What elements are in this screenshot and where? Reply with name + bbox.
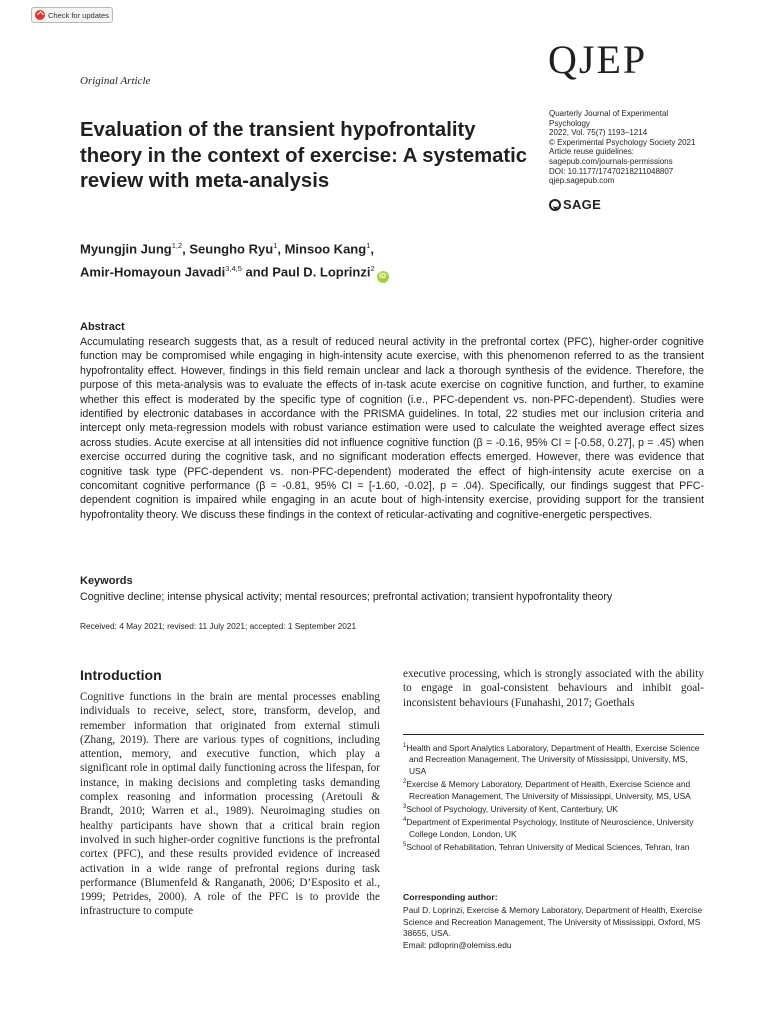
author-affiliation: 1,2 [171, 241, 183, 250]
corresponding-author-email[interactable]: Email: pdloprin@olemiss.edu [403, 939, 512, 950]
affiliation-number: 2 [403, 779, 407, 786]
abstract-body: Accumulating research suggests that, as a result of reduced neural activity in the prefrontal cortex (PFC), higher-order cognitive function may be compromised while engaging in high-intensity acute exercise, with this phenomenon referred to as the transient hypofrontality effect. However, findings in this field remain unclear and lack a thorough synthesis of the evidence. Therefore, the purpose of this meta-analysis was to evaluate the effects of in-task acute exercise on cognitive function, and further, to examine whether this effect is moderated by the specific type of cognition (i.e., PFC-dependent vs. non-PFC-dependent). Studies were identified by electronic databases in accordance with the PRISMA guidelines. In total, 22 studies met our inclusion criteria and intercept only meta-regression models with robust variance estimation were used to calculate the weighted average effect sizes across studies. Acute exercise at all intensities did not influence cognitive function (β = -0.16, 95% CI = [-0.58, 0.27], p = .45) when exercise occurred during the cognitive task, and no significant moderation effects emerged. However, there was evidence that cognitive task type (PFC-dependent vs. non-PFC-dependent) moderated the effect of high-intensity acute exercise on a concomitant cognitive performance (β = -0.81, 95% CI = [-1.60, -0.02], p = .04). Specifically, our findings suggest that PFC-dependent cognition is impaired while engaging in an acute bout of high-intensity exercise, providing support for the transient hypofrontality theory. We discuss these findings in the context of reticular-activating and cognitive-energetic perspectives. [80, 336, 704, 521]
article-dates: Received: 4 May 2021; revised: 11 July 2021; accepted: 1 September 2021 [80, 621, 357, 631]
affiliation-item [403, 815, 704, 840]
journal-info-line: Article reuse guidelines: [549, 147, 634, 157]
affiliation-text: School of Rehabilitation, Tehran University of Medical Sciences, Tehran, Iran [406, 841, 690, 852]
keywords-body: Cognitive decline; intense physical activity; mental resources; prefrontal activation; transient hypofrontality theory [80, 591, 613, 603]
section-heading-introduction: Introduction [80, 667, 162, 683]
journal-info-line[interactable]: qjep.sagepub.com [549, 176, 615, 186]
author-name: Paul D. Loprinzi [272, 264, 371, 280]
author-affiliation: 2 [370, 264, 375, 274]
journal-info-line: 2022, Vol. 75(7) 1193–1214 [549, 128, 648, 138]
check-for-updates-button[interactable] [31, 7, 113, 23]
author-name: Minsoo Kang [284, 241, 367, 257]
abstract-heading: Abstract [80, 321, 125, 333]
author-separator: , [182, 241, 190, 257]
corresponding-author-address: Paul D. Loprinzi, Exercise & Memory Laboratory, Department of Health, Exercise Science and Recreation Management, The University of Mississippi, Oxford, MS 38655, USA. [403, 905, 703, 939]
article-type: Original Article [80, 75, 151, 87]
affiliation-item [403, 840, 704, 853]
author-separator: , [277, 241, 285, 257]
journal-info-line: Psychology [549, 118, 590, 128]
affiliation-text: Health and Sport Analytics Laboratory, Department of Health, Exercise Science and Recreation Management, The University of Mississippi, University, MS, USA [406, 742, 700, 776]
author-name: Seungho Ryu [189, 241, 274, 257]
affiliation-number: 3 [403, 804, 407, 811]
update-icon [35, 10, 45, 20]
affiliation-item [403, 741, 704, 777]
footnote-divider [403, 734, 704, 735]
author-list [80, 236, 550, 283]
journal-logo: QJEP [548, 37, 648, 82]
introduction-column-1: Cognitive functions in the brain are mental processes enabling individuals to receive, select, store, transform, develop, and remember information that originated from external stimuli (Zhang, 2019). There are various types of cognitions, including attention, memory, and executive function, which play a significant role in optimal daily functioning across the lifespan, for instance, in making decisions and completing tasks demanding complex reasoning and information processing (Aretouli & Brandt, 2010; Warren et al., 1989). Neuroimaging studies on healthy participants have shown that a critical brain region involved in such higher-order cognitive functions is the prefrontal cortex (PFC), and these results provided evidence of increased activation in a wide range of prefrontal regions during task performance (Blumenfeld & Ranganath, 2006; D’Esposito et al., 1999; Petrides, 2000). A role of the PFC is to provide the infrastructure to compute [80, 691, 380, 918]
affiliation-text: School of Psychology, University of Kent, Canterbury, UK [406, 803, 618, 814]
author-affiliation: 1 [366, 241, 371, 250]
author-name: Amir-Homayoun Javadi [80, 264, 226, 280]
author-name: Myungjin Jung [80, 241, 172, 257]
check-for-updates-label: Check for updates [48, 10, 109, 20]
author-affiliation: 3,4,5 [225, 264, 242, 274]
corresponding-author-heading: Corresponding author: [403, 892, 498, 902]
journal-info-line[interactable]: DOI: 10.1177/17470218211048807 [549, 166, 674, 176]
orcid-icon[interactable]: iD [377, 271, 389, 283]
journal-info [549, 109, 699, 186]
corresponding-author-details [403, 905, 704, 951]
publisher-name: SAGE [563, 197, 602, 212]
article-title: Evaluation of the transient hypofrontality theory in the context of exercise: A systematic review with meta-analysis [80, 119, 528, 192]
affiliation-item [403, 777, 704, 802]
journal-info-line: © Experimental Psychology Society 2021 [549, 137, 696, 147]
affiliation-item [403, 802, 704, 815]
sage-icon [549, 199, 561, 211]
affiliation-number: 4 [403, 817, 407, 824]
author-affiliation: 1 [273, 241, 278, 250]
affiliation-number: 1 [403, 743, 407, 749]
affiliation-list [403, 741, 704, 853]
affiliation-text: Department of Experimental Psychology, Institute of Neuroscience, University College London, London, UK [406, 817, 694, 839]
affiliation-text: Exercise & Memory Laboratory, Department of Health, Exercise Science and Recreation Management, The University of Mississippi, University, MS, USA [406, 779, 691, 801]
introduction-column-2: executive processing, which is strongly associated with the ability to engage in goal-consistent behaviours and inhibit goal-inconsistent behaviours (Funahashi, 2017; Goethals [403, 668, 704, 709]
publisher-logo [549, 197, 601, 212]
journal-info-line: Quarterly Journal of Experimental [549, 109, 669, 118]
affiliation-number: 5 [403, 842, 407, 849]
author-separator: and [241, 264, 273, 280]
journal-info-line[interactable]: sagepub.com/journals-permissions [549, 156, 673, 166]
author-separator: , [370, 241, 374, 257]
keywords-heading: Keywords [80, 575, 133, 587]
